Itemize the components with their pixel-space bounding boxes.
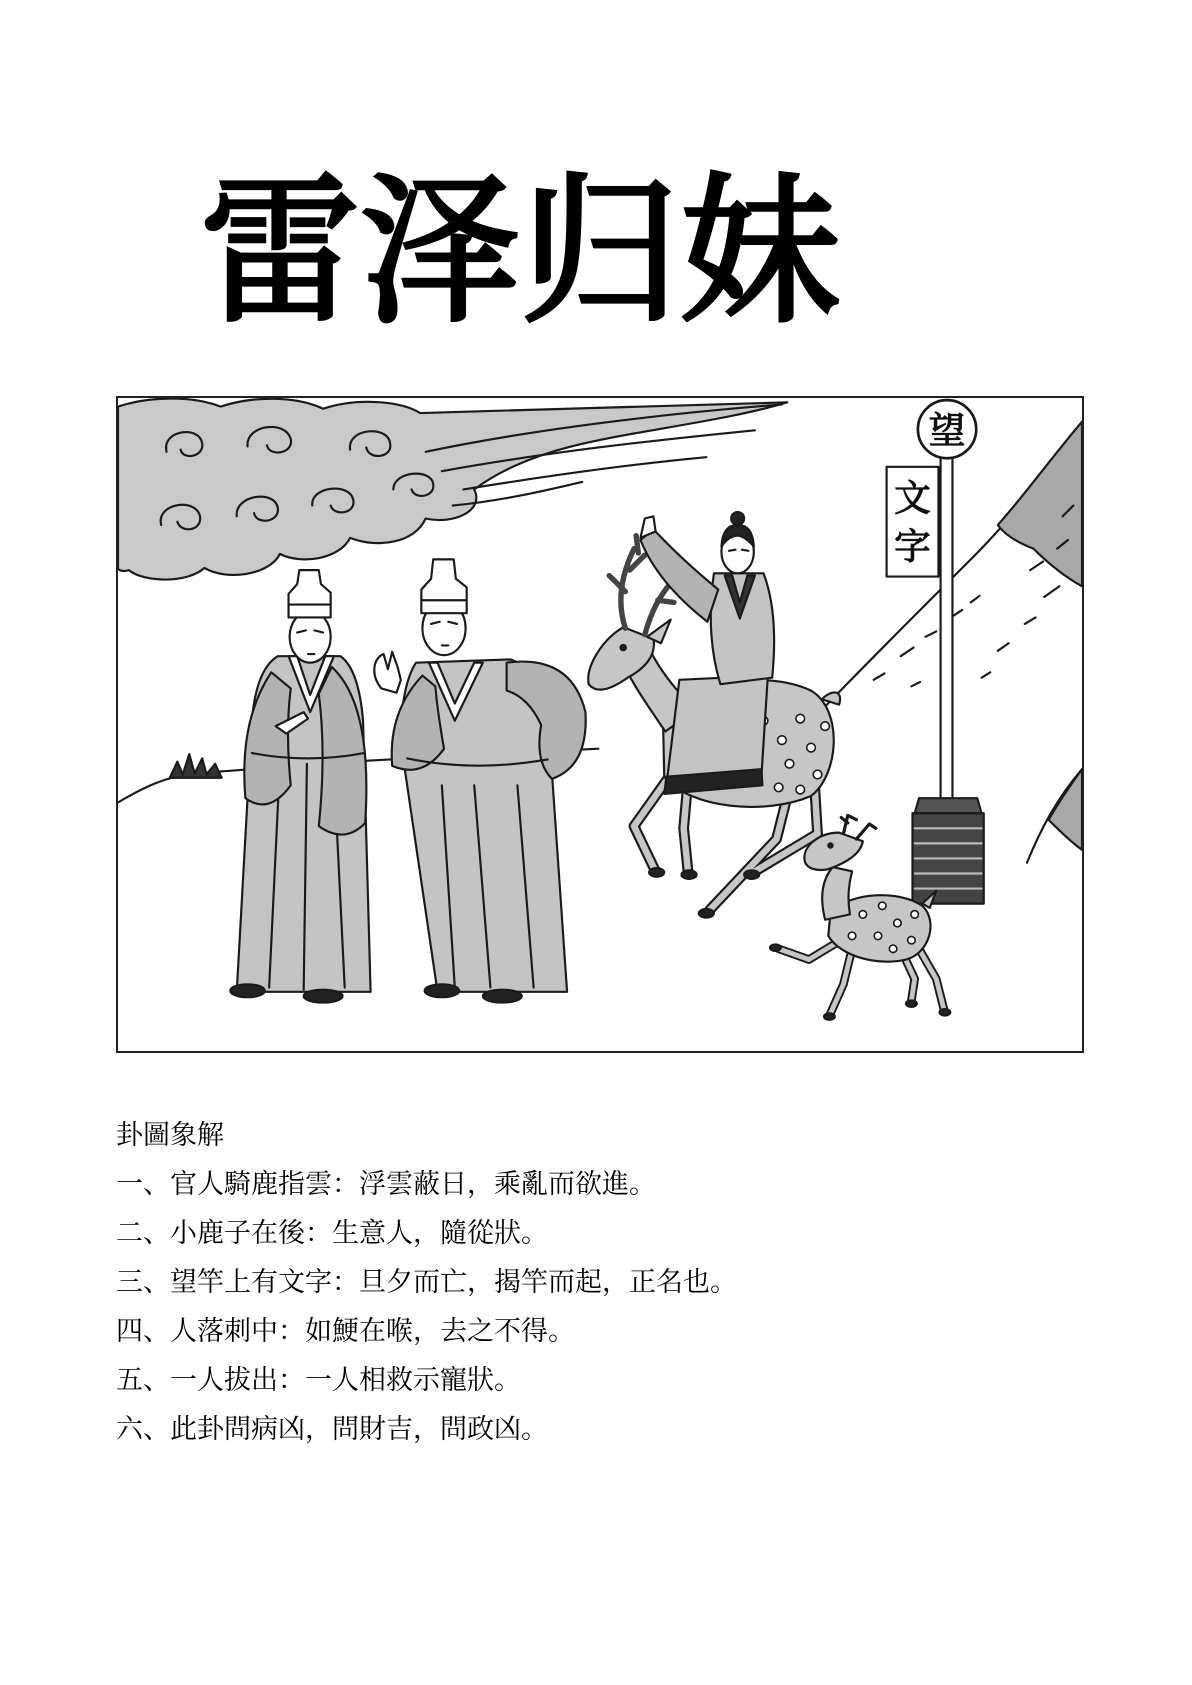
explanation-item: 四、人落刺中：如鯁在喉，去之不得。 — [116, 1316, 575, 1347]
rider-topknot — [731, 512, 744, 525]
deer-large-hoof — [744, 870, 759, 879]
official-left-hat — [289, 570, 331, 617]
deer-small-hoof — [940, 1009, 951, 1015]
deer-spot — [813, 770, 822, 779]
deer-large-hoof — [682, 870, 697, 879]
deer-spot — [908, 936, 916, 944]
explanation-section — [116, 1111, 737, 1454]
deer-spot — [859, 911, 867, 919]
official-right-open-hand — [374, 652, 401, 693]
mountain-cliff-shading — [998, 422, 1082, 587]
deer-large-hoof — [649, 868, 664, 877]
cloud — [118, 399, 787, 580]
deer-small-neck — [822, 867, 852, 920]
official-left-shoe — [304, 990, 343, 1003]
deer-small-eye — [828, 843, 832, 847]
deer-small-hoof — [770, 944, 781, 950]
grass-tuft — [170, 754, 222, 778]
explanation-item: 一、官人騎鹿指雲：浮雲蔽日，乘亂而欲進。 — [116, 1169, 656, 1200]
explanation-heading: 卦圖象解 — [116, 1120, 224, 1151]
deer-spot — [911, 911, 919, 919]
explanation-item: 六、此卦問病凶，問財吉，問政凶。 — [116, 1414, 548, 1445]
illustration — [118, 398, 1082, 1051]
deer-spot — [796, 714, 805, 723]
deer-large-hoof — [699, 909, 714, 918]
deer-spot — [807, 743, 816, 752]
official-left — [230, 570, 370, 1002]
deer-spot — [874, 932, 882, 940]
signpost-board-char-2: 字 — [894, 524, 931, 568]
explanation-item: 三、望竿上有文字：旦夕而亡，揭竿而起，正名也。 — [116, 1267, 737, 1298]
deer-small-hoof — [824, 1013, 835, 1019]
official-right — [374, 559, 585, 1002]
signpost-pole — [941, 457, 953, 803]
official-right-hat — [421, 559, 466, 613]
deer-spot — [821, 722, 830, 731]
lower-hill-shading — [1049, 769, 1082, 850]
deer-spot — [778, 736, 787, 745]
explanation-item: 二、小鹿子在後：生意人，隨從狀。 — [116, 1218, 548, 1249]
official-right-raised-sleeve — [392, 676, 444, 770]
deer-spot — [774, 783, 783, 792]
deer-spot — [848, 932, 856, 940]
deer-large-eye — [621, 645, 626, 650]
explanation-item: 五、一人拔出：一人相救示寵狀。 — [116, 1365, 521, 1396]
page-title: 雷泽归妹 — [200, 158, 841, 345]
official-left-shoe — [230, 984, 265, 997]
illustration-frame — [116, 396, 1084, 1053]
official-right-shoe — [425, 984, 460, 997]
official-left-sleeve-left — [244, 672, 290, 804]
cloud-body — [118, 399, 787, 580]
signpost — [887, 400, 984, 903]
signpost-board-char-1: 文 — [894, 476, 931, 520]
deer-spot — [889, 945, 897, 953]
deer-spot — [894, 919, 902, 927]
signpost-circle-text: 望 — [928, 408, 966, 452]
deer-spot — [796, 785, 805, 794]
deer-small-hoof — [906, 1000, 917, 1006]
rider — [640, 512, 774, 794]
signpost-base-cap — [915, 798, 982, 813]
deer-spot — [879, 902, 887, 910]
official-right-shoe — [483, 990, 522, 1003]
deer-spot — [785, 759, 794, 768]
